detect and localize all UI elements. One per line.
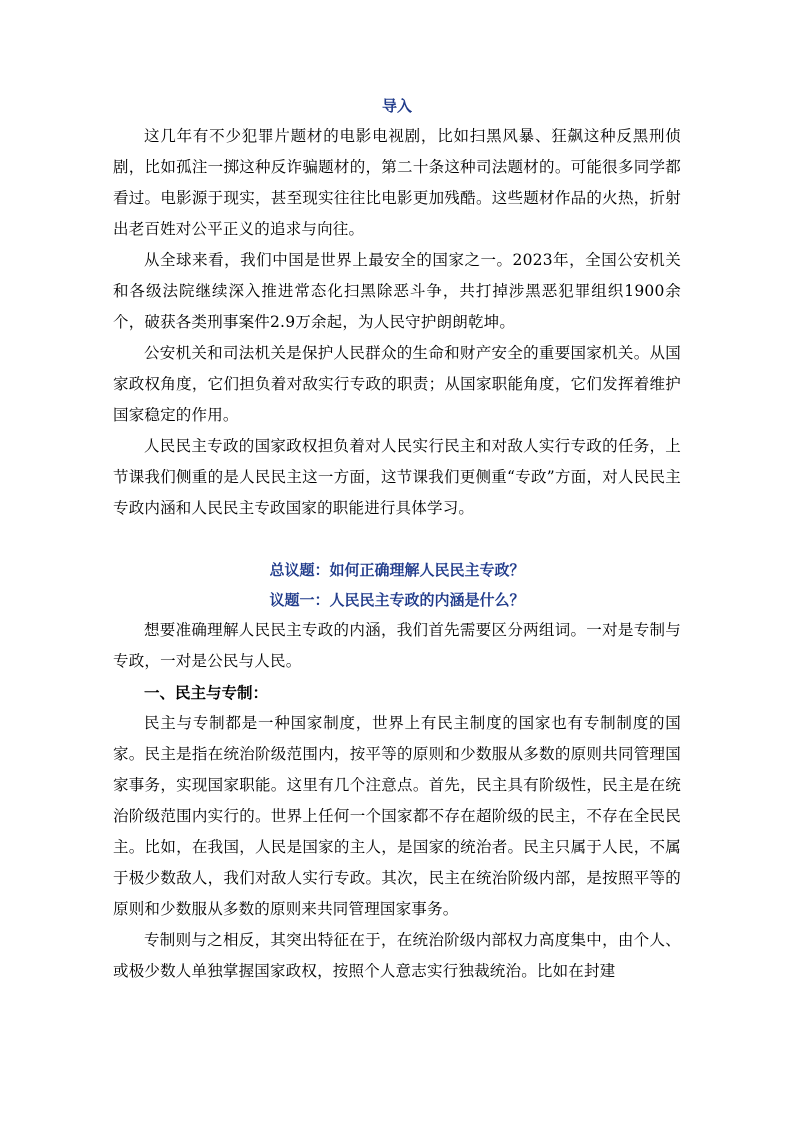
- main-topic-heading: 总议题：如何正确理解人民民主专政？: [269, 561, 525, 579]
- intro-paragraph-1: 这几年有不少犯罪片题材的电影电视剧，比如扫黑风暴、狂飙这种反黑刑侦剧，比如孤注一掷这种反诈骗题材的，第二十条这种司法题材的。可能很多同学都看过。电影源于现实，甚至现实往往比电影更加残酷。这些题材作品的火热，折射出老百姓对公平正义的追求与向往。: [113, 127, 681, 238]
- topic-one-intro-paragraph: 想要准确理解人民民主专政的内涵，我们首先需要区分两组词。一对是专制与专政，一对是公民与人民。: [113, 621, 681, 670]
- intro-paragraph-3: 公安机关和司法机关是保护人民群众的生命和财产安全的重要国家机关。从国家政权角度，它们担负着对敌实行专政的职责；从国家职能角度，它们发挥着维护国家稳定的作用。: [113, 344, 681, 424]
- section-one-paragraph-2: 专制则与之相反，其突出特征在于，在统治阶级内部权力高度集中，由个人、或极少数人单独掌握国家政权，按照个人意志实行独裁统治。比如在封建: [113, 931, 681, 980]
- section-one-paragraph-1: 民主与专制都是一种国家制度，世界上有民主制度的国家也有专制制度的国家。民主是指在统治阶级范围内，按平等的原则和少数服从多数的原则共同管理国家事务，实现国家职能。这里有几个注意点。首先，民主具有阶级性，民主是在统治阶级范围内实行的。世界上任何一个国家都不存在超阶级的民主，不存在全民民主。比如，在我国，人民是国家的主人，是国家的统治者。民主只属于人民，不属于极少数敌人，我们对敌人实行专政。其次，民主在统治阶级内部，是按照平等的原则和少数服从多数的原则来共同管理国家事务。: [113, 714, 681, 918]
- section-one-heading: 一、民主与专制：: [144, 683, 269, 702]
- topic-one-heading: 议题一：人民民主专政的内涵是什么？: [269, 591, 525, 609]
- intro-paragraph-4: 人民民主专政的国家政权担负着对人民实行民主和对敌人实行专政的任务，上节课我们侧重的是人民民主这一方面，这节课我们更侧重“专政”方面，对人民民主专政内涵和人民民主专政国家的职能进行具体学习。: [113, 437, 681, 517]
- intro-title: 导入: [381, 97, 412, 115]
- document-page: [113, 93, 681, 987]
- section-spacer: [113, 524, 681, 555]
- intro-paragraph-2: 从全球来看，我们中国是世界上最安全的国家之一。2023年，全国公安机关和各级法院继续深入推进常态化扫黑除恶斗争，共打掉涉黑恶犯罪组织1900余个，破获各类刑事案件2.9万余起，为人民守护朗朗乾坤。: [113, 251, 681, 331]
